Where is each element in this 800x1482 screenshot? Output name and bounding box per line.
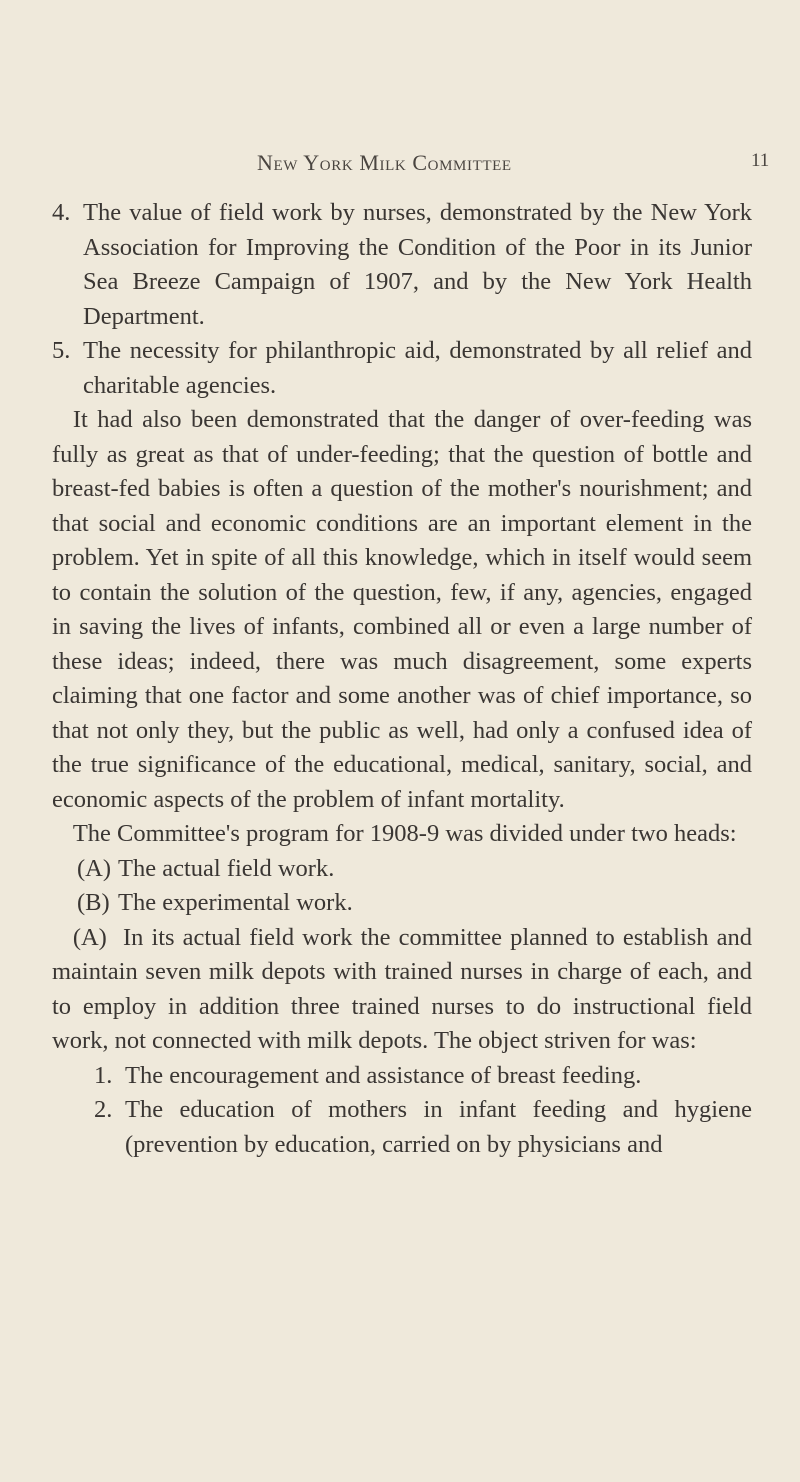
heading-item-label: (B) xyxy=(77,889,110,916)
list-item xyxy=(52,334,752,403)
list-item-number: 2. xyxy=(94,1096,113,1123)
heading-item-text: The experimental work. xyxy=(118,889,353,916)
running-title: New York Milk Committee xyxy=(257,150,512,175)
heading-item-text: The actual field work. xyxy=(118,854,335,882)
list-item-number: 1. xyxy=(94,1061,113,1089)
body-paragraph: The Committee's program for 1908-9 was divided under two heads: xyxy=(72,820,737,847)
heading-item xyxy=(52,886,752,921)
section-label: (A) xyxy=(72,923,107,951)
list-item-text: The necessity for philanthropic aid, demonstrated by all relief and charitable agencies. xyxy=(83,337,752,399)
list-item-text: The encouragement and assistance of breast feeding. xyxy=(125,1061,642,1089)
list-item-number: 4. xyxy=(52,199,71,226)
running-head xyxy=(0,150,800,180)
heading-item-label: (A) xyxy=(77,854,112,882)
page-number: 11 xyxy=(751,150,770,171)
section-text: In its actual field work the committee planned to establish and maintain seven milk depots with trained nurses in charge of each, and to employ in addition three trained nurses to do instructional field work, not connected with milk depots. The object striven for was: xyxy=(52,923,753,1054)
section-paragraph xyxy=(52,921,752,1059)
list-item-text: The value of field work by nurses, demonstrated by the New York Association for Improving the Condition of the Poor in its Junior Sea Breeze Campaign of 1907, and by the New York Health Department. xyxy=(83,199,752,330)
heading-item xyxy=(52,852,752,887)
body-paragraph: It had also been demonstrated that the danger of over-feeding was fully as great as that of under-feeding; that the question of bottle and breast-fed babies is often a question of the mother's nourishment; and that social and economic conditions are an important element in the problem. Yet in spite of all this knowledge, which in itself would seem to contain the solution of the question, few, if any, agencies, engaged in saving the lives of infants, combined all or even a large number of these ideas; indeed, there was much disagreement, some experts claiming that one factor and some another was of chief importance, so that not only they, but the public as well, had only a confused idea of the true significance of the educational, medical, sanitary, social, and economic aspects of the problem of infant mortality. xyxy=(52,406,752,813)
page-body xyxy=(52,196,752,1162)
list-item xyxy=(52,196,752,334)
list-item-text: The education of mothers in infant feeding and hygiene (prevention by education, carried on by physicians and xyxy=(125,1096,752,1158)
list-item xyxy=(52,1093,752,1162)
list-item-number: 5. xyxy=(52,337,71,364)
list-item xyxy=(52,1059,752,1094)
